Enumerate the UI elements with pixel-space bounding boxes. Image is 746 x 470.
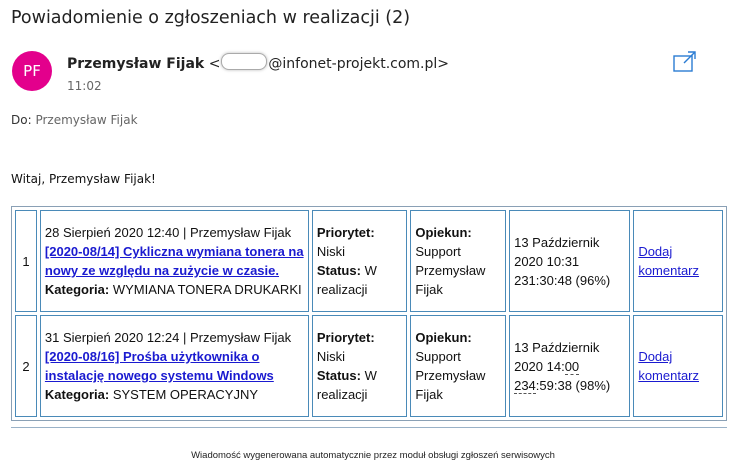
sender-email-open: < (208, 56, 221, 72)
redacted-email-local-part (221, 53, 267, 70)
ticket-title-link[interactable]: [2020-08/16] Prośba użytkownika o instalację nowego systemu Windows (44, 349, 274, 383)
greeting: Witaj, Przemysław Fijak! (11, 172, 156, 186)
owner-label: Opiekun: (415, 225, 472, 240)
recipient-name[interactable]: Przemysław Fijak (35, 113, 138, 127)
category-label: Kategoria: (44, 282, 110, 297)
owner-label: Opiekun: (415, 330, 472, 345)
elapsed-time: 231:30:48 (96%) (514, 272, 611, 288)
ticket-priority-cell (312, 315, 408, 417)
sender-avatar[interactable]: PF (12, 51, 52, 91)
ticket-deadline-cell (509, 210, 630, 312)
status-value: W realizacji (316, 368, 377, 402)
ticket-number: 2 (15, 315, 37, 417)
ticket-action-cell (633, 210, 723, 312)
priority-label: Priorytet: (316, 225, 375, 240)
deadline-date: 13 Październik 2020 14: (514, 339, 600, 374)
sender-line (67, 53, 449, 72)
status-value: W realizacji (316, 263, 377, 297)
elapsed-time-highlight: 234 (514, 377, 536, 393)
ticket-header: 31 Sierpień 2020 12:24 | Przemysław Fijak (44, 330, 292, 345)
status-label: Status: (316, 368, 361, 383)
category-label: Kategoria: (44, 387, 110, 402)
add-comment-link[interactable]: Dodaj komentarz (638, 349, 700, 383)
priority-value: Niski (316, 349, 346, 364)
sender-email-domain: @infonet-projekt.com.pl> (268, 56, 450, 72)
ticket-priority-cell (312, 210, 408, 312)
footer-divider (11, 427, 727, 428)
ticket-action-cell (633, 315, 723, 417)
ticket-main-cell (40, 210, 309, 312)
popout-icon[interactable] (673, 51, 697, 73)
category-value: WYMIANA TONERA DRUKARKI (112, 282, 302, 297)
sender-name[interactable]: Przemysław Fijak (67, 56, 205, 72)
owner-value: Support Przemysław Fijak (415, 244, 486, 297)
status-label: Status: (316, 263, 361, 278)
ticket-header: 28 Sierpień 2020 12:40 | Przemysław Fijak (44, 225, 292, 240)
to-label: Do: (11, 113, 32, 127)
deadline-date-highlight: 00 (564, 358, 580, 374)
tickets-table (11, 206, 727, 421)
footer-note: Wiadomość wygenerowana automatycznie przez moduł obsługi zgłoszeń serwisowych (191, 450, 555, 461)
priority-label: Priorytet: (316, 330, 375, 345)
sent-time: 11:02 (67, 79, 102, 93)
ticket-owner-cell (410, 315, 506, 417)
ticket-main-cell (40, 315, 309, 417)
recipient-line (11, 113, 138, 127)
category-value: SYSTEM OPERACYJNY (112, 387, 259, 402)
owner-value: Support Przemysław Fijak (415, 349, 486, 402)
table-row (15, 210, 723, 312)
table-row (15, 315, 723, 417)
email-subject: Powiadomienie o zgłoszeniach w realizacji (2) (11, 8, 411, 28)
ticket-number: 1 (15, 210, 37, 312)
ticket-owner-cell (410, 210, 506, 312)
elapsed-time: :59:38 (98%) (535, 377, 611, 393)
ticket-title-link[interactable]: [2020-08/14] Cykliczna wymiana tonera na nowy ze względu na zużycie w czasie. (44, 244, 304, 278)
priority-value: Niski (316, 244, 346, 259)
ticket-deadline-cell (509, 315, 630, 417)
add-comment-link[interactable]: Dodaj komentarz (638, 244, 700, 278)
deadline-date: 13 Październik 2020 10:31 (514, 234, 600, 269)
